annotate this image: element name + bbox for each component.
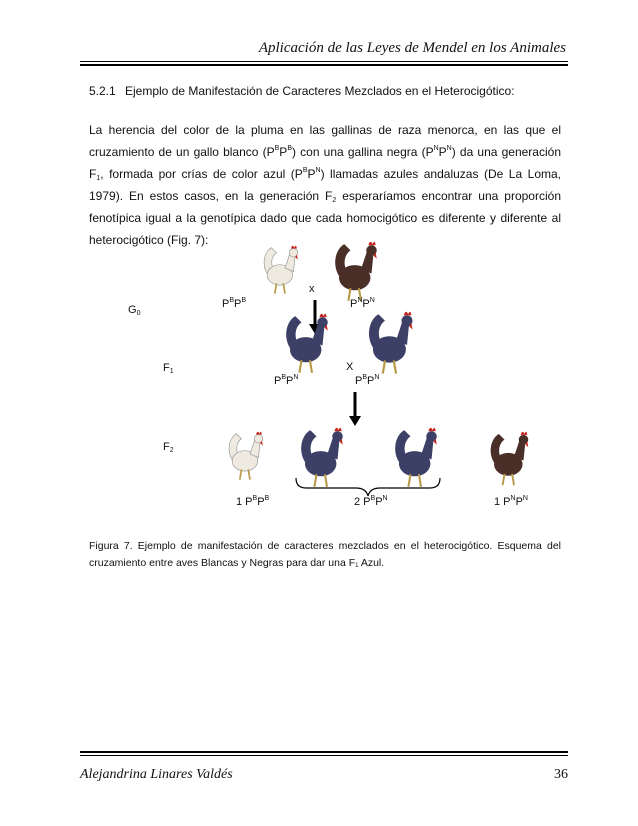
genotype-f1-left: $P^BP^N$: [274, 374, 299, 387]
cross-symbol-small: x: [309, 283, 315, 295]
label-g0: $G_0$: [128, 304, 141, 317]
footer-author: Alejandrina Linares Valdés: [80, 767, 233, 782]
black-hen-parent: [335, 242, 377, 301]
header-rule-thick: [80, 64, 568, 66]
label-f2: $F_2$: [163, 441, 174, 454]
cross-symbol-big: X: [346, 361, 354, 373]
section-heading: [89, 84, 515, 98]
genotype-f2-blue: 2 $P^BP^N$: [354, 495, 388, 508]
footer-rule: [80, 755, 568, 756]
blue-bird-f1-left: [286, 314, 328, 373]
genotype-f2-white: 1 $P^BP^B$: [236, 495, 270, 508]
cross-diagram: [0, 230, 638, 520]
blue-bird-f2-right: [395, 428, 437, 487]
figure-caption: Figura 7. Ejemplo de manifestación de caracteres mezclados en el heterocigótico. Esquema del cruzamiento entre aves Blancas y Negras para dar una $F_1$ Azul.: [89, 540, 561, 569]
section-title: Ejemplo de Manifestación de Caracteres Mezclados en el Heterocigótico:: [125, 84, 515, 98]
running-header: Aplicación de las Leyes de Mendel en los Animales: [258, 40, 566, 56]
genotype-parent-white: $P^BP^B$: [222, 297, 247, 310]
footer-rule-thick: [80, 751, 568, 753]
label-f1: $F_1$: [163, 362, 174, 375]
page-number: 36: [554, 767, 568, 782]
body-paragraph: La herencia del color de la pluma en las gallinas de raza menorca, en las que el cruzamiento de un gallo blanco $(P^BP^B)$ con una gallina negra $(P^NP^N)$ da una generación $F_1$, formada por crías de color azul $(P^BP^N)$ llamadas azules andaluzas (De La Loma, 1979). En estos casos, en la generación $F_2$ esperaríamos encontrar una proporción fenotípica igual a la genotípica dado que cada homocigótico es diferente y diferente al heterocigótico (Fig. 7):: [89, 123, 561, 247]
white-rooster-parent: [264, 246, 298, 294]
genotype-f2-black: 1 $P^NP^N$: [494, 495, 528, 508]
arrow-f1-f2-head: [349, 416, 361, 426]
white-bird-f2: [229, 432, 263, 480]
f2-brace: [296, 478, 440, 496]
blue-bird-f1-right: [369, 312, 413, 374]
section-number: 5.2.1: [89, 84, 116, 98]
genotype-f1-right: $P^BP^N$: [355, 374, 380, 387]
header-rule: [80, 61, 568, 62]
blue-bird-f2-left: [301, 428, 343, 487]
black-bird-f2: [491, 432, 529, 485]
genotype-parent-black: $P^NP^N$: [350, 297, 375, 310]
